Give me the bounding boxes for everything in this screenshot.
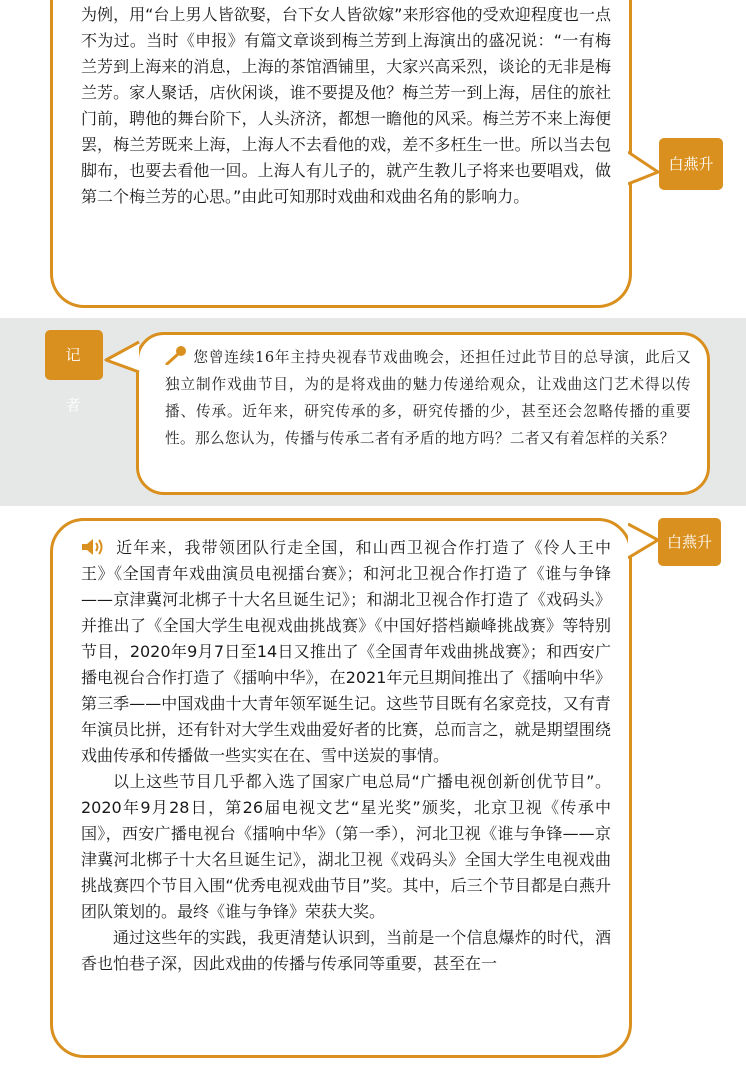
speaker-icon: [81, 538, 107, 556]
speaker-tag-bai: 白燕升: [659, 138, 723, 190]
answer-paragraph: 为例，用“台上男人皆欲娶，台下女人皆欲嫁”来形容他的受欢迎程度也一点不为过。当时《申报》有篇文章谈到梅兰芳到上海演出的盛况说：“一有梅兰芳到上海来的消息，上海的茶馆酒铺里，大家兴高采烈，谈论的无非是梅兰芳。家人聚话，店伙闲谈，谁不要提及他？梅兰芳一到上海，居住的旅社门前，聘他的舞台阶下，人头济济，都想一瞻他的风采。梅兰芳不来上海便罢，梅兰芳既来上海，上海人不去看他的戏，差不多枉生一世。所以当去包脚布，也要去看他一回。上海人有儿子的，就产生教儿子将来也要唱戏，做第二个梅兰芳的心思。”由此可知那时戏曲和戏曲名角的影响力。: [81, 5, 611, 206]
bubble-tail-bottom: [628, 522, 660, 564]
answer-paragraph-3: 通过这些年的实践，我更清楚认识到，当前是一个信息爆炸的时代，酒香也怕巷子深，因此戏曲的传播与传承同等重要，甚至在一: [81, 928, 611, 973]
question-bubble: [136, 332, 710, 495]
answer-text-bottom: [81, 535, 611, 977]
answer-bubble-top: [50, 0, 632, 308]
answer-bubble-bottom: [50, 518, 632, 1058]
speaker-tag-reporter: 记 者: [45, 330, 103, 380]
answer-text-top: [81, 2, 611, 210]
bubble-tail-top: [628, 150, 660, 190]
question-text-block: [165, 344, 691, 452]
microphone-icon: [165, 345, 187, 365]
question-text: 您曾连续16年主持央视春节戏曲晚会，还担任过此节目的总导演，此后又独立制作戏曲节目，为的是将戏曲的魅力传递给观众，让戏曲这门艺术得以传播、传承。近年来，研究传承的多，研究传播的少，甚至还会忽略传播的重要性。那么您认为，传播与传承二者有矛盾的地方吗？二者又有着怎样的关系？: [165, 349, 691, 447]
answer-paragraph-1: 近年来，我带领团队行走全国，和山西卫视合作打造了《伶人王中王》《全国青年戏曲演员电视擂台赛》；和河北卫视合作打造了《谁与争锋——京津冀河北梆子十大名旦诞生记》；和湖北卫视合作打造了《戏码头》并推出了《全国大学生电视戏曲挑战赛》《中国好搭档巅峰挑战赛》等特别节目，2020年9月7日至14日又推出了《全国青年戏曲挑战赛》；和西安广播电视台合作打造了《擂响中华》，在2021年元旦期间推出了《擂响中华》第三季——中国戏曲十大青年领军诞生记。这些节目既有名家竞技，又有青年演员比拼，还有针对大学生戏曲爱好者的比赛，总而言之，就是期望围绕戏曲传承和传播做一些实实在在、雪中送炭的事情。: [81, 538, 611, 765]
answer-paragraph-2: 以上这些节目几乎都入选了国家广电总局“广播电视创新创优节目”。2020年9月28日，第26届电视文艺“星光奖”颁奖，北京卫视《传承中国》，西安广播电视台《擂响中华》（第一季），河北卫视《谁与争锋——京津冀河北梆子十大名旦诞生记》，湖北卫视《戏码头》全国大学生电视戏曲挑战赛四个节目入围“优秀电视戏曲节目”奖。其中，后三个节目都是白燕升团队策划的。最终《谁与争锋》荣获大奖。: [81, 772, 611, 921]
bubble-tail-question: [104, 338, 140, 378]
speaker-tag-bai-2: 白燕升: [658, 518, 721, 566]
